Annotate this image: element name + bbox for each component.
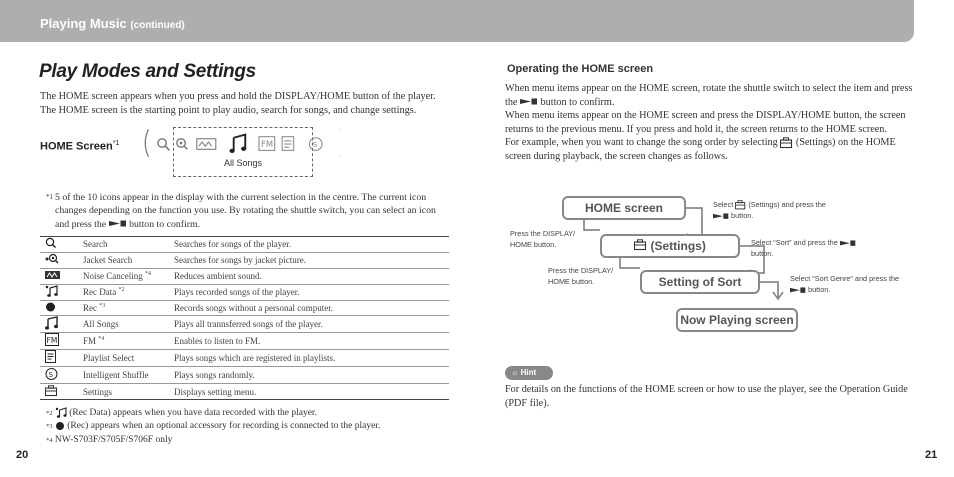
play-stop-icon <box>713 213 729 220</box>
icon-name: Settings <box>83 384 174 400</box>
icon-description: Displays setting menu. <box>174 384 449 400</box>
note-select-settings-text: Select <box>713 200 734 209</box>
table-row <box>40 367 449 384</box>
table-row <box>40 350 449 367</box>
all-songs-icon <box>45 316 59 330</box>
hint-label: Hint <box>520 368 537 377</box>
settings-icon <box>780 137 793 149</box>
icon-name-sup: *4 <box>98 336 105 343</box>
table-row <box>40 268 449 284</box>
svg-text:S: S <box>312 140 318 150</box>
operating-text-1: When menu items appear on the HOME screen, rotate the shuttle switch to select the item and press the <box>505 83 913 108</box>
shuffle-icon <box>45 367 59 381</box>
header-bar <box>0 0 914 42</box>
note-back-2: Press the DISPLAY/ HOME button. <box>548 266 614 286</box>
all-songs-caption: All Songs <box>223 158 263 168</box>
section-title <box>40 16 185 31</box>
svg-text:FM: FM <box>261 139 274 150</box>
continued-label: (continued) <box>130 20 185 31</box>
icon-name: Rec Data <box>83 287 117 298</box>
note-select-sort-genre-text-2: button. <box>808 285 831 294</box>
note-back-1: Press the DISPLAY/ HOME button. <box>510 229 576 249</box>
svg-text:S: S <box>48 371 53 380</box>
page-number-right: 21 <box>925 449 938 461</box>
settings-icon <box>634 239 647 251</box>
selected-icon-frame <box>173 127 313 177</box>
footnote-1-text-end: button to confirm. <box>129 218 201 230</box>
icon-description: Plays songs randomly. <box>174 367 449 384</box>
settings-box <box>600 234 740 258</box>
footnote-1-mark: *1 <box>46 193 53 201</box>
icon-name: Intelligent Shuffle <box>83 367 174 384</box>
table-row <box>40 252 449 268</box>
note-select-sort-genre-text: Select “Sort Genre” and press the <box>790 274 900 283</box>
icon-description: Searches for songs of the player. <box>174 237 449 253</box>
icon-description: Plays all trannsferred songs of the player. <box>174 316 449 333</box>
icon-name: Rec <box>83 303 97 313</box>
icon-name: Search <box>83 237 174 253</box>
icon-name-sup: *2 <box>118 287 125 294</box>
rec-icon <box>45 301 57 313</box>
note-select-settings <box>713 199 843 221</box>
rec-data-icon <box>45 285 59 297</box>
page-title: Play Modes and Settings <box>39 61 256 82</box>
icon-description: Reduces ambient sound. <box>174 268 449 284</box>
footnote-2-mark: *2 <box>46 410 53 417</box>
section-title-text: Playing Music <box>40 16 127 31</box>
svg-text:FM: FM <box>46 336 58 346</box>
page-number-left: 20 <box>16 449 29 461</box>
settings-icon <box>45 385 59 397</box>
hint-badge <box>505 366 553 380</box>
home-screen-label <box>40 140 119 153</box>
play-stop-icon <box>520 98 538 106</box>
section-subtitle: Operating the HOME screen <box>507 63 654 75</box>
now-playing-box: Now Playing screen <box>676 308 798 332</box>
operating-text-3-end: (Settings) on the HOME screen during playback, the screen changes as follows. <box>505 137 896 162</box>
operating-text-3: For example, when you want to change the song order by selecting <box>505 137 778 149</box>
note-select-sort-genre <box>790 273 910 295</box>
playlist-icon <box>45 350 57 364</box>
operating-text-1-end: button to confirm. <box>540 96 615 108</box>
icon-description: Plays songs which are registered in playlists. <box>174 350 449 367</box>
table-row <box>40 237 449 253</box>
icon-description: Searches for songs by jacket picture. <box>174 252 449 268</box>
icon-description: Records songs without a personal computer. <box>174 300 449 316</box>
fm-icon <box>45 333 59 347</box>
setting-of-sort-box: Setting of Sort <box>640 270 760 294</box>
play-stop-icon <box>840 240 856 247</box>
settings-box-label: (Settings) <box>650 239 706 253</box>
footnote-1-text: 5 of the 10 icons appear in the display with the current selection in the centre. The current icon changes depending on the function you use. By rotating the shuttle switch, you can select an icon and press the <box>55 192 436 230</box>
rec-data-icon <box>55 407 67 418</box>
icon-name-sup: *3 <box>99 303 106 309</box>
table-row <box>40 384 449 400</box>
settings-icon <box>735 200 746 210</box>
jacket-search-icon <box>45 253 61 265</box>
play-stop-icon <box>109 220 127 228</box>
footnote-4-mark: *4 <box>46 436 53 444</box>
home-screen-label-text: HOME Screen <box>40 140 113 153</box>
note-select-sort <box>751 237 871 259</box>
home-screen-box: HOME screen <box>562 196 686 220</box>
play-stop-icon <box>790 287 806 294</box>
footnote-4-text: NW-S703F/S705F/S706F only <box>54 434 173 445</box>
footnote-3-mark: *3 <box>46 423 53 431</box>
note-select-sort-text-2: button. <box>751 249 774 258</box>
icon-name: Noise Canceling <box>83 271 143 282</box>
search-icon <box>45 237 57 249</box>
table-row <box>40 300 449 316</box>
table-footnotes <box>40 407 450 447</box>
operating-text-2: When menu items appear on the HOME screen and press the DISPLAY/HOME button, the screen returns to the previous menu. If you press and hold it, the screen returns to the HOME screen. <box>505 110 906 135</box>
icon-table <box>40 236 449 400</box>
rec-icon <box>55 421 65 431</box>
operating-paragraphs <box>505 82 917 164</box>
icon-name: FM <box>83 336 97 347</box>
table-row <box>40 316 449 333</box>
home-screen-sup: *1 <box>112 140 120 147</box>
noise-canceling-icon <box>45 270 61 280</box>
icon-name: Playlist Select <box>83 350 174 367</box>
table-row <box>40 333 449 350</box>
intro-paragraph: The HOME screen appears when you press and hold the DISPLAY/HOME button of the player. The HOME screen is the starting point to play audio, search for songs, and change settings. <box>40 91 436 116</box>
search-icon <box>158 139 170 151</box>
note-select-sort-text: Select “Sort” and press the <box>751 238 838 247</box>
note-select-settings-text-2: (Settings) and press the <box>748 200 826 209</box>
icon-name-sup: *4 <box>145 271 151 278</box>
footnote-2-text: (Rec Data) appears when you have data recorded with the player. <box>69 408 317 418</box>
icon-description: Enables to listen to FM. <box>174 333 449 350</box>
table-row <box>40 284 449 300</box>
icon-name: Jacket Search <box>83 252 174 268</box>
icon-name: All Songs <box>83 316 174 333</box>
note-select-settings-text-3: button. <box>731 211 754 221</box>
footnote-3-text: (Rec) appears when an optional accessory for recording is connected to the player. <box>67 421 381 432</box>
lightbulb-icon: ☼ <box>511 368 519 377</box>
hint-text: For details on the functions of the HOME screen or how to use the player, see the Operation Guide (PDF file). <box>505 384 908 409</box>
icon-description: Plays recorded songs of the player. <box>174 284 449 300</box>
